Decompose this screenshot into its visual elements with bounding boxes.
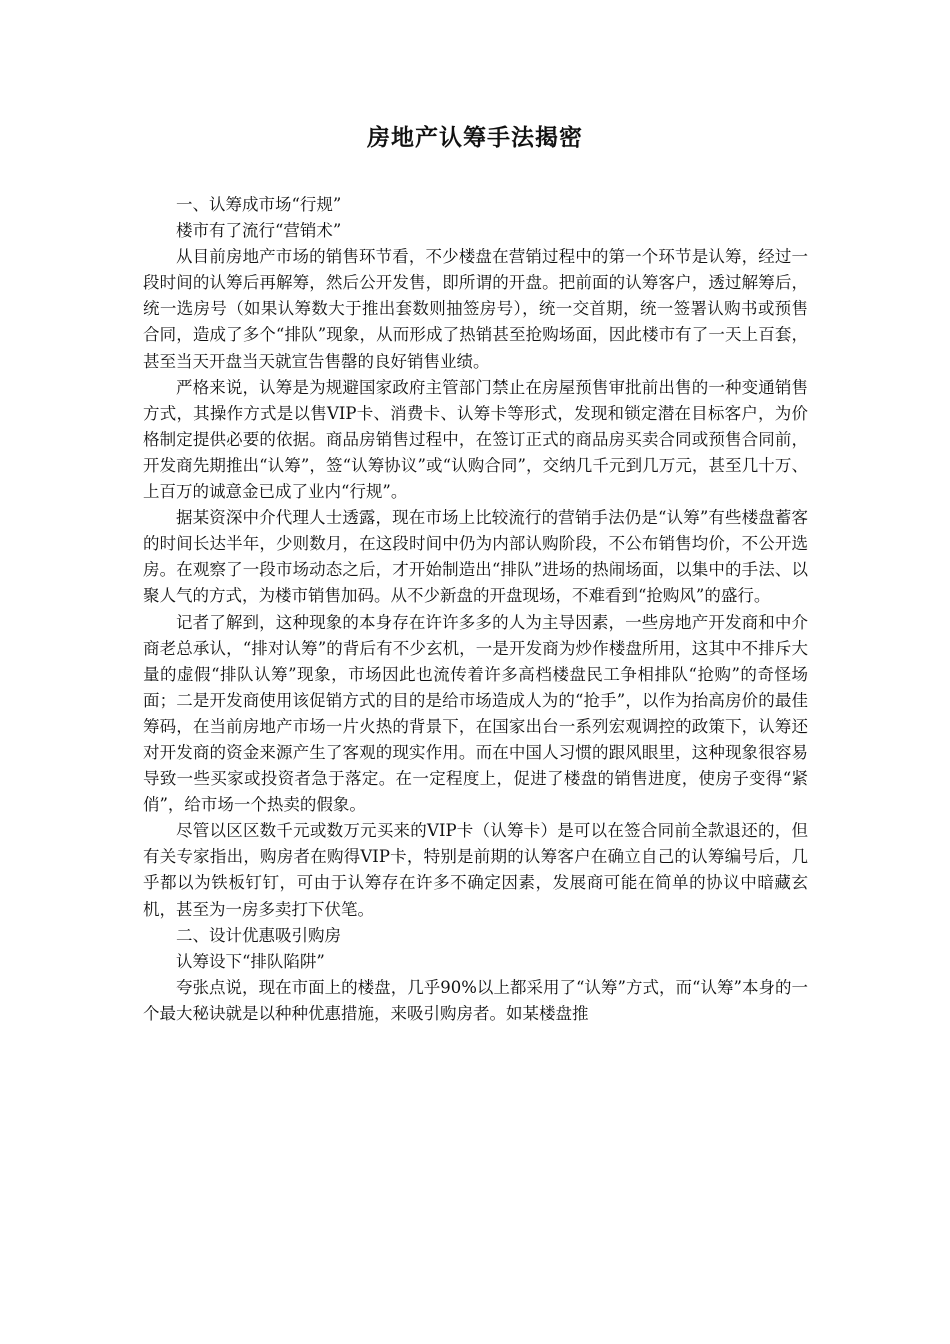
subheading: 楼市有了流行“营销术” [176,221,342,241]
paragraph: 严格来说，认筹是为规避国家政府主管部门禁止在房屋预售审批前出售的一种变通销售方式，其操作方式是以售VIP卡、消费卡、认筹卡等形式，发现和锁定潜在目标客户，为价格制定提供必要的依据。商品房销售过程中，在签订正式的商品房买卖合同或预售合同前，开发商先期推出“认筹”，签“认筹协议”或“认购合同”，交纳几千元到几万元，甚至几十万、上百万的诚意金已成了业内“行规”。 [143,377,808,502]
document-body [143,192,808,1027]
paragraph: 从目前房地产市场的销售环节看，不少楼盘在营销过程中的第一个环节是认筹，经过一段时间的认筹后再解筹，然后公开发售，即所谓的开盘。把前面的认筹客户，透过解筹后，统一选房号（如果认筹数大于推出套数则抽签房号），统一交首期，统一签署认购书或预售合同，造成了多个“排队”现象，从而形成了热销甚至抢购场面，因此楼市有了一天上百套，甚至当天开盘当天就宣告售罄的良好销售业绩。 [143,247,808,371]
paragraph: 尽管以区区数千元或数万元买来的VIP卡（认筹卡）是可以在签合同前全款退还的，但有关专家指出，购房者在购得VIP卡，特别是前期的认筹客户在确立自己的认筹编号后，几乎都以为铁板钉钉，可由于认筹存在许多不确定因素，发展商可能在简单的协议中暗藏玄机，甚至为一房多卖打下伏笔。 [143,821,808,919]
paragraph: 记者了解到，这种现象的本身存在许许多多的人为主导因素，一些房地产开发商和中介商老总承认，“排对认筹”的背后有不少玄机，一是开发商为炒作楼盘所用，这其中不排斥大量的虚假“排队认筹”现象，市场因此也流传着许多高档楼盘民工争相排队“抢购”的奇怪场面；二是开发商使用该促销方式的目的是给市场造成人为的“抢手”，以作为抬高房价的最佳筹码，在当前房地产市场一片火热的背景下，在国家出台一系列宏观调控的政策下，认筹还对开发商的资金来源产生了客观的现实作用。而在中国人习惯的跟风眼里，这种现象很容易导致一些买家或投资者急于落定。在一定程度上，促进了楼盘的销售进度，使房子变得“紧俏”，给市场一个热卖的假象。 [143,612,808,815]
section-heading: 二、设计优惠吸引购房 [176,925,341,945]
subheading: 认筹设下“排队陷阱” [176,951,325,971]
paragraph: 据某资深中介代理人士透露，现在市场上比较流行的营销手法仍是“认筹”有些楼盘蓄客的时间长达半年，少则数月，在这段时间中仍为内部认购阶段，不公布销售均价，不公开选房。在观察了一段市场动态之后，才开始制造出“排队”进场的热闹场面，以集中的手法、以聚人气的方式，为楼市销售加码。从不少新盘的开盘现场，不难看到“抢购风”的盛行。 [143,508,808,606]
paragraph: 夸张点说，现在市面上的楼盘，几乎90%以上都采用了“认筹”方式，而“认筹”本身的一个最大秘诀就是以种种优惠措施，来吸引购房者。如某楼盘推 [143,977,808,1023]
section-heading: 一、认筹成市场“行规” [176,195,342,214]
document-title: 房地产认筹手法揭密 [367,124,583,151]
